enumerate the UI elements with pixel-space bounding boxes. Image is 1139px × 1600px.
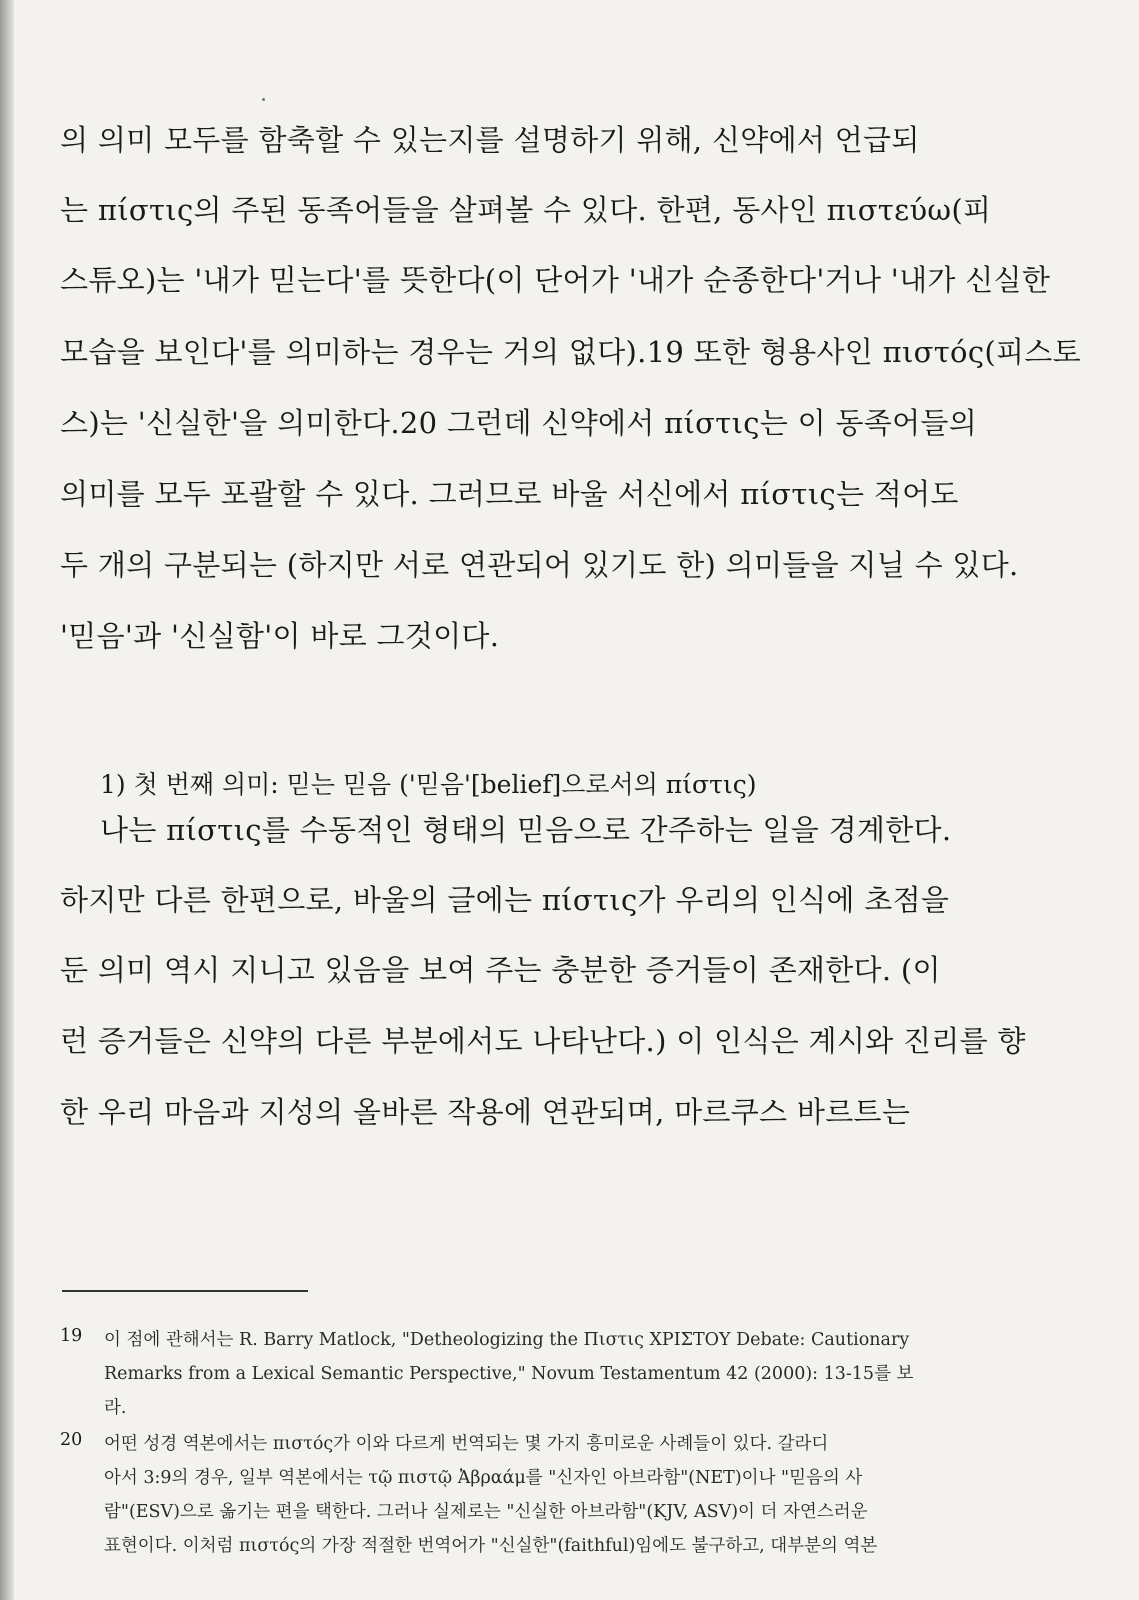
footnote-19-line-2: Remarks from a Lexical Semantic Perspective," Novum Testamentum 42 (2000): 13-15를 보 [104, 1364, 914, 1384]
paragraph2-line-5: 한 우리 마음과 지성의 올바른 작용에 연관되며, 마르쿠스 바르트는 [60, 1095, 911, 1129]
footnote-20-line-1: 어떤 성경 역본에서는 πιστός가 이와 다르게 번역되는 몇 가지 흥미로운 사례들이 있다. 갈라디 [104, 1434, 829, 1454]
paragraph1-line-8: '믿음'과 '신실함'이 바로 그것이다. [60, 619, 500, 653]
page-speck [262, 98, 265, 101]
footnote-20-line-4: 표현이다. 이처럼 πιστός의 가장 적절한 번역어가 "신실한"(faithful)임에도 불구하고, 대부분의 역본 [104, 1536, 878, 1556]
paragraph1-line-1: 의 의미 모두를 함축할 수 있는지를 설명하기 위해, 신약에서 언급되 [60, 123, 920, 157]
paragraph2-line-4: 런 증거들은 신약의 다른 부분에서도 나타난다.) 이 인식은 계시와 진리를 향 [60, 1024, 1026, 1058]
paragraph1-line-3: 스튜오)는 '내가 믿는다'를 뜻한다(이 단어가 '내가 순종한다'거나 '내가 신실한 [60, 263, 1051, 297]
paragraph1-line-2: 는 πίστις의 주된 동족어들을 살펴볼 수 있다. 한편, 동사인 πιστεύω(피 [60, 193, 992, 227]
footnote-rule [62, 1290, 308, 1292]
paragraph2-line-2: 하지만 다른 한편으로, 바울의 글에는 πίστις가 우리의 인식에 초점을 [60, 883, 950, 917]
section-heading: 1) 첫 번째 의미: 믿는 믿음 ('믿음'[belief]으로서의 πίστις) [100, 770, 757, 799]
paragraph1-line-6: 의미를 모두 포괄할 수 있다. 그러므로 바울 서신에서 πίστις는 적어도 [60, 477, 959, 511]
paragraph1-line-5: 스)는 '신실한'을 의미한다.20 그런데 신약에서 πίστις는 이 동족어들의 [60, 406, 978, 440]
footnote-20-number: 20 [60, 1430, 83, 1450]
footnote-20-line-3: 람"(ESV)으로 옮기는 편을 택한다. 그러나 실제로는 "신실한 아브라함"(KJV, ASV)이 더 자연스러운 [104, 1502, 868, 1522]
paragraph2-line-1: 나는 πίστις를 수동적인 형태의 믿음으로 간주하는 일을 경계한다. [100, 813, 952, 847]
footnote-20-line-2: 아서 3:9의 경우, 일부 역본에서는 τῷ πιστῷ Ἀβραάμ를 "신자인 아브라함"(NET)이나 "믿음의 사 [104, 1468, 863, 1488]
page-edge-shadow [0, 0, 14, 1600]
footnote-19-line-3: 라. [104, 1398, 127, 1418]
paragraph1-line-7: 두 개의 구분되는 (하지만 서로 연관되어 있기도 한) 의미들을 지닐 수 있다. [60, 548, 1019, 582]
footnote-19-number: 19 [60, 1326, 83, 1346]
paragraph1-line-4: 모습을 보인다'를 의미하는 경우는 거의 없다).19 또한 형용사인 πιστός(피스토 [60, 335, 1081, 369]
paragraph2-line-3: 둔 의미 역시 지니고 있음을 보여 주는 충분한 증거들이 존재한다. (이 [60, 953, 941, 987]
footnote-19-line-1: 이 점에 관해서는 R. Barry Matlock, "Detheologizing the Πιστις ΧΡΙΣΤΟΥ Debate: Cautionary [104, 1330, 910, 1350]
